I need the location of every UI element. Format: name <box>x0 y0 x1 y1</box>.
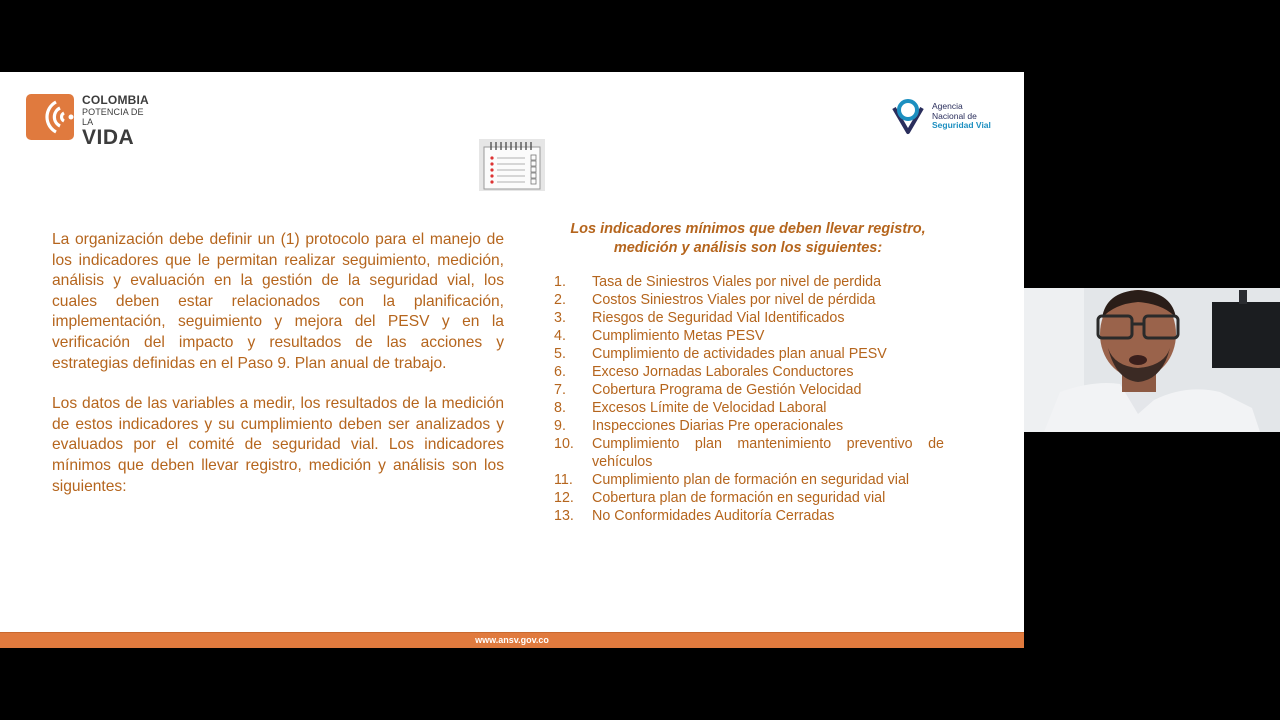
item-text: Cumplimiento de actividades plan anual PESV <box>592 346 887 362</box>
colombia-logo-text <box>82 94 156 148</box>
item-text: Cumplimiento plan mantenimiento preventivo de vehículos <box>592 436 944 470</box>
item-text: Inspecciones Diarias Pre operacionales <box>592 418 844 434</box>
list-item <box>554 273 944 291</box>
list-item <box>554 381 944 399</box>
list-item <box>554 417 944 435</box>
item-text: Costos Siniestros Viales por nivel de pérdida <box>592 292 876 308</box>
presenter-webcam <box>1024 288 1280 432</box>
indicators-title <box>548 220 948 258</box>
item-number: 5. <box>554 346 566 362</box>
list-item <box>554 489 944 507</box>
item-number: 12. <box>554 490 574 506</box>
item-text: No Conformidades Auditoría Cerradas <box>592 508 835 524</box>
ansv-logo-text <box>932 102 991 131</box>
ansv-line-1: Agencia <box>932 101 963 111</box>
item-number: 11. <box>554 472 573 488</box>
item-number: 8. <box>554 400 566 416</box>
indicators-list <box>554 273 944 525</box>
item-number: 2. <box>554 292 566 308</box>
paragraph-variables: Los datos de las variables a medir, los resultados de la medición de estos indicadores y su cumplimiento deben ser analizados y evaluados por el comité de seguridad vial. Los indicadores mínimos que deben llevar registro, medición y análisis son los siguientes: <box>52 395 504 495</box>
list-item <box>554 363 944 381</box>
list-item <box>554 345 944 363</box>
item-text: Cumplimiento Metas PESV <box>592 328 765 344</box>
list-item <box>554 291 944 309</box>
item-number: 1. <box>554 274 566 290</box>
item-number: 10. <box>554 436 574 452</box>
list-item <box>554 435 944 471</box>
paragraph-protocol: La organización debe definir un (1) protocolo para el manejo de los indicadores que le permitan realizar seguimiento, medición, análisis y evaluación en la gestión de la seguridad vial, los cuales deben estar relacionados con la planificación, implementación, seguimiento y mejora del PESV y en la verificación del impacto y resultados de las acciones y estrategias definidas en el Paso 9. Plan anual de trabajo. <box>52 231 504 372</box>
list-item <box>554 309 944 327</box>
ansv-line-2: Nacional de <box>932 110 977 121</box>
list-item <box>554 327 944 345</box>
item-text: Cobertura plan de formación en seguridad vial <box>592 490 886 506</box>
checklist-clipboard-image <box>479 139 545 191</box>
item-number: 13. <box>554 508 574 524</box>
ansv-line-3: Seguridad Vial <box>932 120 991 130</box>
item-text: Cumplimiento plan de formación en seguridad vial <box>592 472 910 488</box>
item-number: 9. <box>554 418 566 434</box>
logo-line-3: VIDA <box>82 126 135 149</box>
item-text: Tasa de Siniestros Viales por nivel de perdida <box>592 274 882 290</box>
list-item <box>554 399 944 417</box>
indicators-title-line-2: medición y análisis son los siguientes: <box>613 240 883 256</box>
list-item <box>554 471 944 489</box>
list-item <box>554 507 944 525</box>
item-number: 4. <box>554 328 566 344</box>
ansv-logo-icon <box>890 98 926 136</box>
item-text: Exceso Jornadas Laborales Conductores <box>592 364 854 380</box>
footer-bar <box>0 632 1024 648</box>
colombia-logo-icon <box>26 94 74 140</box>
item-number: 3. <box>554 310 566 326</box>
item-number: 6. <box>554 364 566 380</box>
footer-url: www.ansv.gov.co <box>475 635 549 645</box>
item-text: Cobertura Programa de Gestión Velocidad <box>592 382 862 398</box>
indicators-title-line-1: Los indicadores mínimos que deben llevar registro, <box>570 221 926 237</box>
colombia-logo <box>26 93 156 149</box>
logo-line-2: POTENCIA DE LA <box>82 107 144 127</box>
presentation-slide <box>0 72 1024 648</box>
item-number: 7. <box>554 382 566 398</box>
protocol-description <box>52 230 504 497</box>
item-text: Riesgos de Seguridad Vial Identificados <box>592 310 845 326</box>
presenter-video-image <box>1024 288 1280 432</box>
item-text: Excesos Límite de Velocidad Laboral <box>592 400 827 416</box>
ansv-logo <box>890 98 1010 138</box>
logo-line-1: COLOMBIA <box>82 93 149 107</box>
